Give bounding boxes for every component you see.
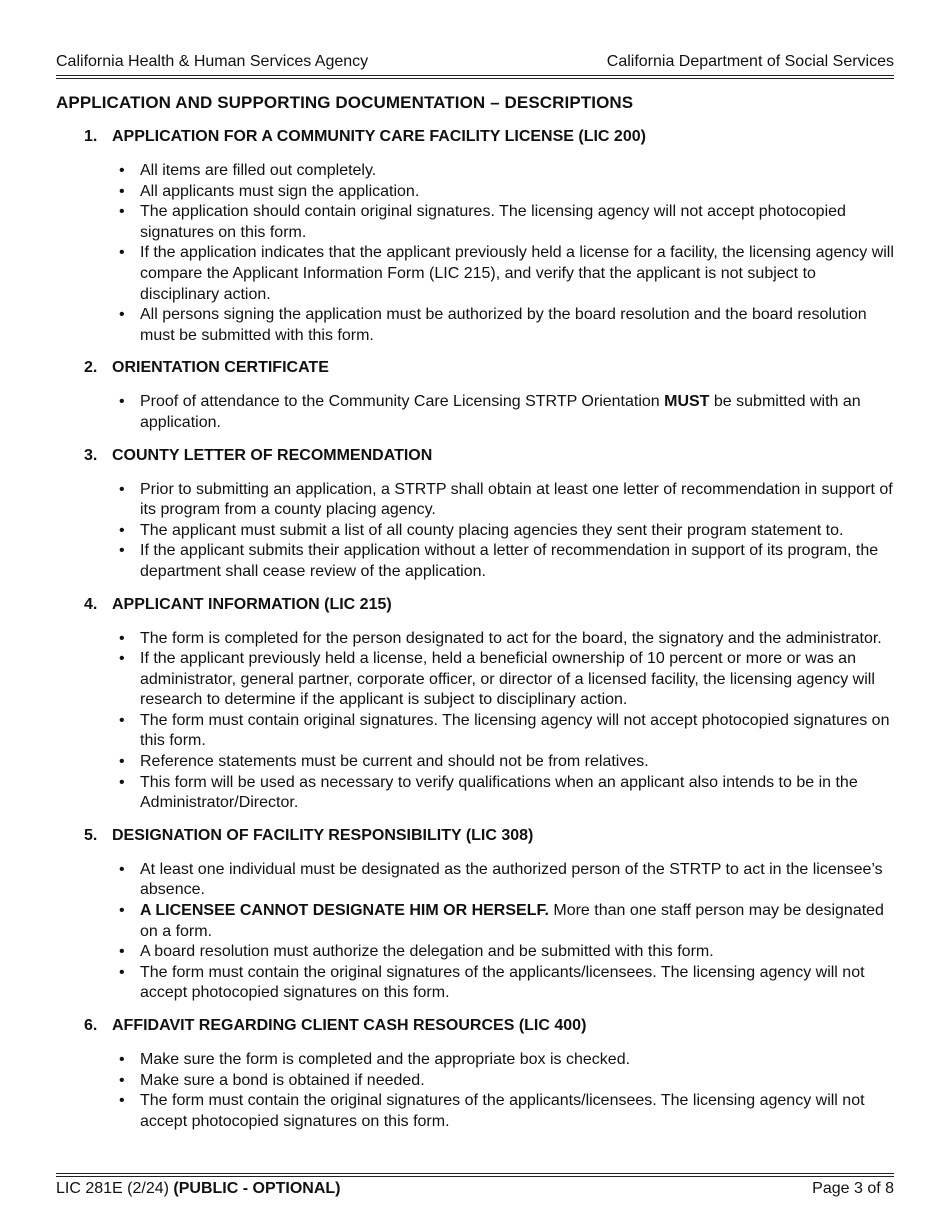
list-item xyxy=(119,161,894,182)
section-number-col xyxy=(56,446,112,466)
section-heading xyxy=(56,446,894,466)
bullet-icon: • xyxy=(119,963,125,981)
section-heading xyxy=(56,595,894,615)
bullet-icon: • xyxy=(119,1092,125,1110)
item-text: At least one individual must be designated as the authorized person of the STRTP to act in the licensee’s absence. xyxy=(140,860,883,899)
bullet-list xyxy=(56,629,894,814)
section xyxy=(56,446,894,583)
section-number: 5. xyxy=(84,826,98,844)
section-heading xyxy=(56,358,894,378)
page-number: Page 3 of 8 xyxy=(812,1180,894,1197)
bullet-icon: • xyxy=(119,902,125,920)
section-number: 3. xyxy=(84,446,98,464)
item-text: A board resolution must authorize the delegation and be submitted with this form. xyxy=(140,943,714,961)
section-number-col xyxy=(56,595,112,615)
list-item xyxy=(119,1071,894,1092)
list-item xyxy=(119,649,894,711)
item-text: The form must contain original signatures. The licensing agency will not accept photocopied signatures on this form. xyxy=(140,711,890,750)
item-text: More than one staff person may be designated on a form. xyxy=(140,902,884,940)
list-item xyxy=(119,243,894,305)
item-text: All items are filled out completely. xyxy=(140,162,377,179)
list-item xyxy=(119,901,894,942)
page-footer xyxy=(56,1179,894,1199)
bullet-icon: • xyxy=(119,860,125,878)
bullet-icon: • xyxy=(119,629,125,647)
list-item xyxy=(119,392,894,433)
section-number: 4. xyxy=(84,595,98,613)
bullet-icon: • xyxy=(119,753,125,771)
bullet-icon: • xyxy=(119,711,125,729)
bullet-icon: • xyxy=(119,162,125,179)
item-text: Make sure a bond is obtained if needed. xyxy=(140,1071,425,1089)
section-heading xyxy=(56,1016,894,1036)
item-text: Proof of attendance to the Community Care Licensing STRTP Orientation xyxy=(140,393,665,411)
bullet-icon: • xyxy=(119,182,125,200)
section-title: AFFIDAVIT REGARDING CLIENT CASH RESOURCES (LIC 400) xyxy=(112,1017,587,1034)
section-number: 1. xyxy=(84,128,98,145)
item-emphasis: A LICENSEE CANNOT DESIGNATE HIM OR HERSELF. xyxy=(140,902,549,920)
item-text: If the applicant previously held a license, held a beneficial ownership of 10 percent or more or was an administrator, general partner, corporate officer, or director of a licensed facility, the licensing agency will research to determine if the applicant is subject to disciplinary action. xyxy=(140,650,875,709)
section-number: 6. xyxy=(84,1017,98,1034)
item-text: All applicants must sign the application. xyxy=(140,182,420,200)
header-agency: California Health & Human Services Agency xyxy=(56,53,369,70)
section-title: DESIGNATION OF FACILITY RESPONSIBILITY (LIC 308) xyxy=(112,826,534,844)
item-text: All persons signing the application must be authorized by the board resolution and the board resolution must be submitted with this form. xyxy=(140,306,867,344)
bullet-icon: • xyxy=(119,1051,125,1068)
list-item xyxy=(119,860,894,901)
item-emphasis: MUST xyxy=(664,393,710,411)
bullet-icon: • xyxy=(119,943,125,961)
bullet-icon: • xyxy=(119,393,125,411)
header-department: California Department of Social Services xyxy=(606,53,894,70)
bullet-icon: • xyxy=(119,521,125,539)
list-item xyxy=(119,773,894,814)
list-item xyxy=(119,1050,894,1071)
bullet-list xyxy=(56,860,894,1004)
form-id: LIC 281E (2/24) xyxy=(56,1180,169,1197)
section-heading xyxy=(56,826,894,846)
section-title: APPLICANT INFORMATION (LIC 215) xyxy=(112,595,392,613)
item-text: Make sure the form is completed and the appropriate box is checked. xyxy=(140,1051,631,1068)
list-item xyxy=(119,202,894,243)
footer-form-id xyxy=(56,1179,341,1199)
section-heading xyxy=(56,127,894,147)
bullet-icon: • xyxy=(119,480,125,498)
page-title: APPLICATION AND SUPPORTING DOCUMENTATION – DESCRIPTIONS xyxy=(56,93,634,112)
item-text: be submitted with an application. xyxy=(140,393,861,431)
section-number-col xyxy=(56,127,112,147)
bullet-icon: • xyxy=(119,306,125,324)
item-text: This form will be used as necessary to verify qualifications when an applicant also intends to be in the Administrator/Director. xyxy=(140,773,858,812)
item-text: Reference statements must be current and should not be from relatives. xyxy=(140,753,649,771)
list-item xyxy=(119,752,894,773)
list-item xyxy=(119,629,894,650)
section xyxy=(56,127,894,346)
section-title: ORIENTATION CERTIFICATE xyxy=(112,359,329,377)
bullet-icon: • xyxy=(119,542,125,560)
section-number: 2. xyxy=(84,359,98,377)
item-text: The application should contain original signatures. The licensing agency will not accept photocopied signatures on this form. xyxy=(140,203,846,241)
section-title: COUNTY LETTER OF RECOMMENDATION xyxy=(112,446,433,464)
list-item xyxy=(119,711,894,752)
section xyxy=(56,595,894,814)
item-text: The form must contain the original signatures of the applicants/licensees. The licensing agency will not accept photocopied signatures on this form. xyxy=(140,1092,865,1130)
footer-divider xyxy=(56,1173,894,1177)
sections-list xyxy=(56,127,894,1144)
section xyxy=(56,358,894,433)
list-item xyxy=(119,942,894,963)
bullet-icon: • xyxy=(119,650,125,668)
section xyxy=(56,826,894,1004)
section-number-col xyxy=(56,1016,112,1036)
header-divider xyxy=(56,75,894,79)
section xyxy=(56,1016,894,1132)
item-text: The applicant must submit a list of all county placing agencies they sent their program statement to. xyxy=(140,521,844,539)
bullet-icon: • xyxy=(119,1071,125,1089)
bullet-list xyxy=(56,161,894,346)
list-item xyxy=(119,182,894,203)
list-item xyxy=(119,1091,894,1132)
list-item xyxy=(119,480,894,521)
bullet-icon: • xyxy=(119,203,125,221)
form-note: (PUBLIC - OPTIONAL) xyxy=(173,1180,341,1197)
bullet-list xyxy=(56,480,894,583)
bullet-list xyxy=(56,1050,894,1132)
item-text: The form is completed for the person designated to act for the board, the signatory and the administrator. xyxy=(140,629,882,647)
list-item xyxy=(119,305,894,346)
item-text: If the application indicates that the applicant previously held a license for a facility, the licensing agency will compare the Applicant Information Form (LIC 215), and verify that the applicant is not subject to disciplinary action. xyxy=(140,244,894,303)
section-title: APPLICATION FOR A COMMUNITY CARE FACILITY LICENSE (LIC 200) xyxy=(112,128,646,145)
bullet-list xyxy=(56,392,894,433)
section-number-col xyxy=(56,358,112,378)
bullet-icon: • xyxy=(119,773,125,791)
item-text: Prior to submitting an application, a STRTP shall obtain at least one letter of recommendation in support of its program from a county placing agency. xyxy=(140,480,893,519)
list-item xyxy=(119,521,894,542)
list-item xyxy=(119,963,894,1004)
list-item xyxy=(119,541,894,582)
section-number-col xyxy=(56,826,112,846)
item-text: The form must contain the original signatures of the applicants/licensees. The licensing agency will not accept photocopied signatures on this form. xyxy=(140,963,865,1002)
bullet-icon: • xyxy=(119,244,125,262)
item-text: If the applicant submits their application without a letter of recommendation in support of its program, the department shall cease review of the application. xyxy=(140,542,879,580)
page-header xyxy=(56,52,894,72)
